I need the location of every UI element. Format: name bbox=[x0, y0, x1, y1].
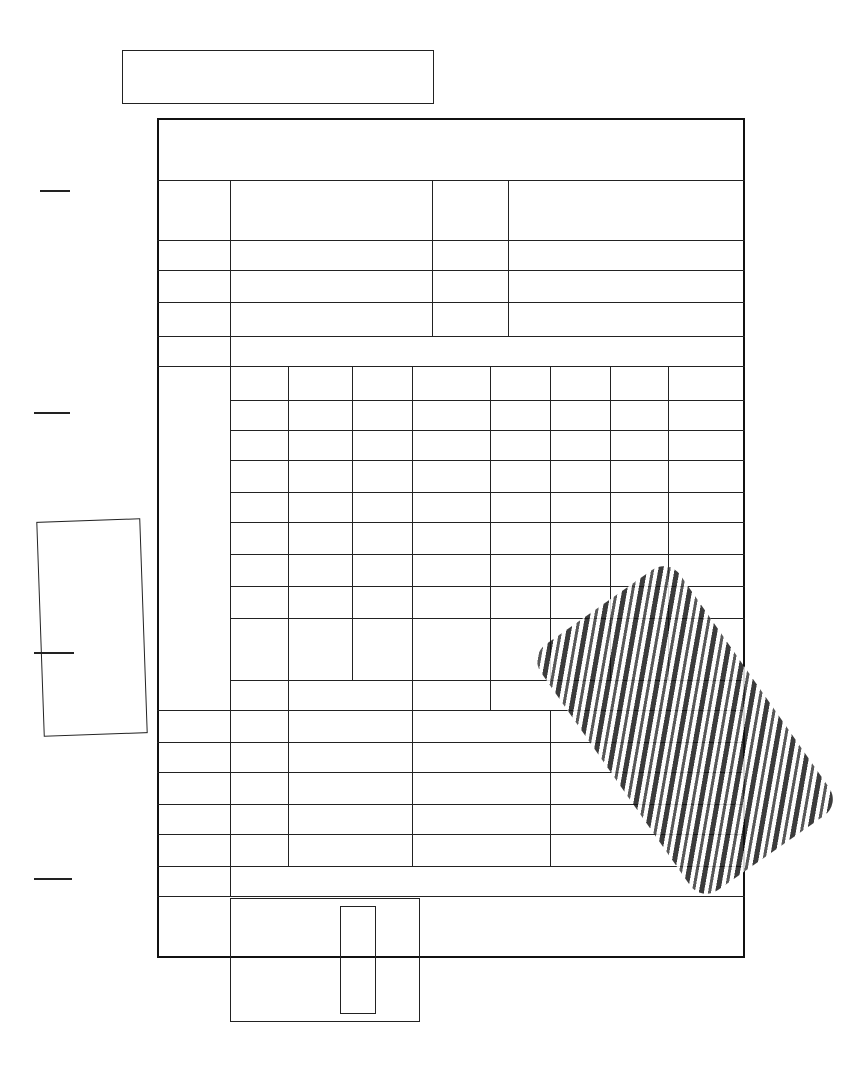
approval-stamp bbox=[382, 906, 404, 1006]
header-notice bbox=[122, 50, 434, 104]
chief-seal bbox=[340, 906, 376, 1014]
side-note-box bbox=[36, 518, 147, 736]
side-note-back bbox=[83, 681, 107, 682]
